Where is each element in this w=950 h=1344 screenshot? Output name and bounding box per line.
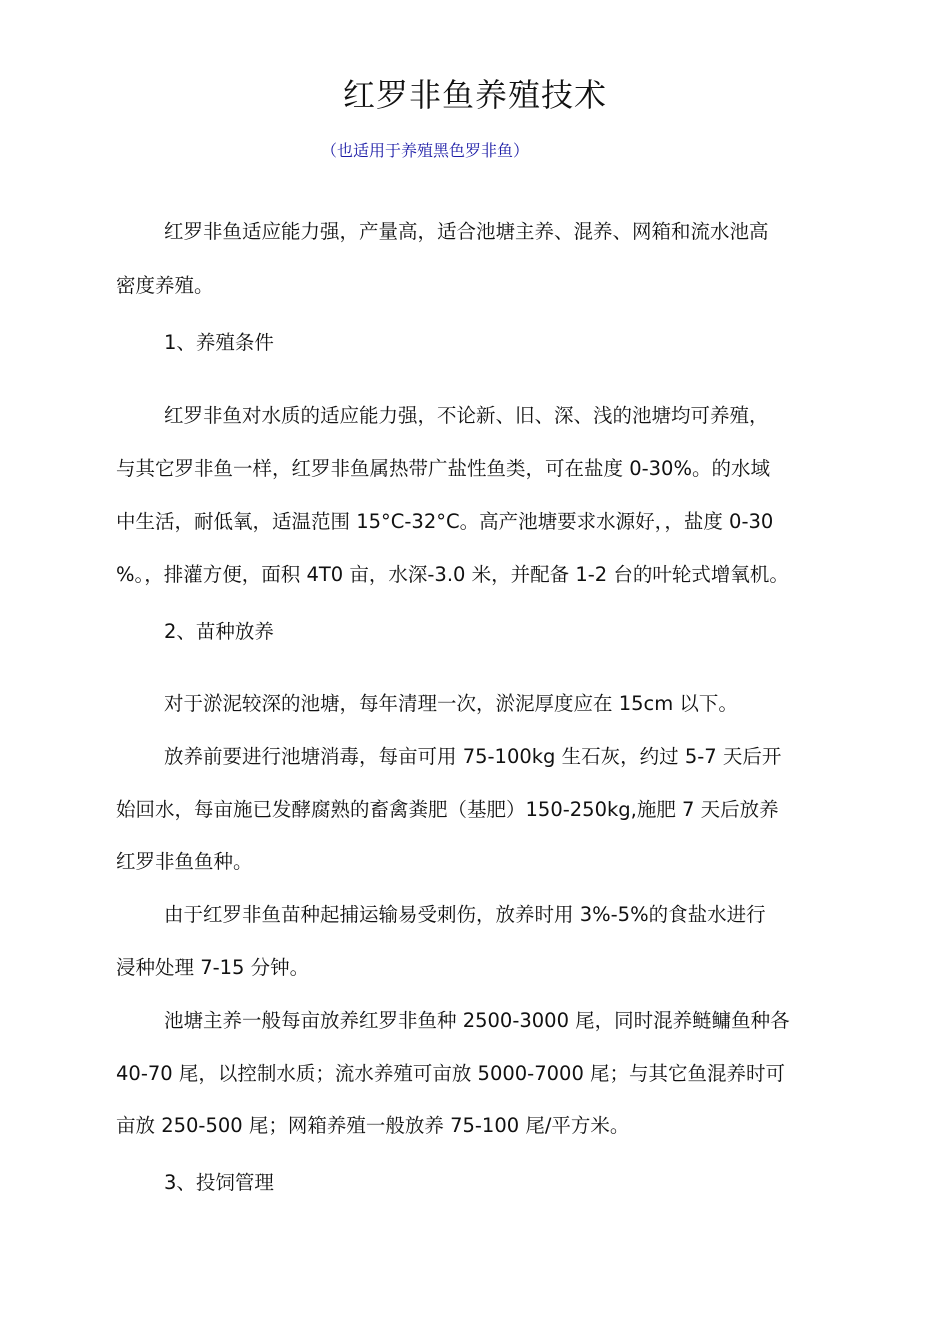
paragraph-line: 放养前要进行池塘消毒，每亩可用 75-100kg 生石灰，约过 5-7 天后开 [164, 745, 782, 768]
paragraph-line: 与其它罗非鱼一样，红罗非鱼属热带广盐性鱼类，可在盐度 0-30%。的水域 [116, 457, 770, 480]
paragraph-line: %。，排灌方便，面积 4T0 亩，水深-3.0 米，并配备 1-2 台的叶轮式增氧机。 [116, 563, 789, 586]
document-subtitle: （也适用于养殖黑色罗非鱼） [320, 141, 529, 160]
paragraph-line: 红罗非鱼鱼种。 [116, 850, 253, 873]
paragraph-line: 40-70 尾，以控制水质；流水养殖可亩放 5000-7000 尾；与其它鱼混养时可 [116, 1062, 786, 1085]
paragraph-line: 密度养殖。 [116, 274, 214, 297]
paragraph-line: 始回水，每亩施已发酵腐熟的畜禽粪肥（基肥）150-250kg,施肥 7 天后放养 [116, 798, 779, 821]
paragraph-line: 浸种处理 7-15 分钟。 [116, 956, 310, 979]
paragraph-line: 池塘主养一般每亩放养红罗非鱼种 2500-3000 尾，同时混养鲢鳙鱼种各 [164, 1009, 790, 1032]
paragraph-line: 红罗非鱼适应能力强，产量高，适合池塘主养、混养、网箱和流水池高 [164, 220, 769, 243]
paragraph-line: 由于红罗非鱼苗种起捕运输易受刺伤，放养时用 3%-5%的食盐水进行 [164, 903, 766, 926]
paragraph-line: 中生活，耐低氧，适温范围 15°C-32°C。高产池塘要求水源好，，盐度 0-30 [116, 510, 774, 533]
paragraph-line: 红罗非鱼对水质的适应能力强，不论新、旧、深、浅的池塘均可养殖， [164, 404, 769, 427]
section-heading-stocking: 2、苗种放养 [164, 620, 274, 643]
section-heading-feeding: 3、投饲管理 [164, 1171, 274, 1194]
section-heading-conditions: 1、养殖条件 [164, 331, 274, 354]
document-title: 红罗非鱼养殖技术 [342, 76, 607, 114]
paragraph-line: 对于淤泥较深的池塘，每年清理一次，淤泥厚度应在 15cm 以下。 [164, 692, 738, 715]
paragraph-line: 亩放 250-500 尾；网箱养殖一般放养 75-100 尾/平方米。 [116, 1114, 630, 1137]
